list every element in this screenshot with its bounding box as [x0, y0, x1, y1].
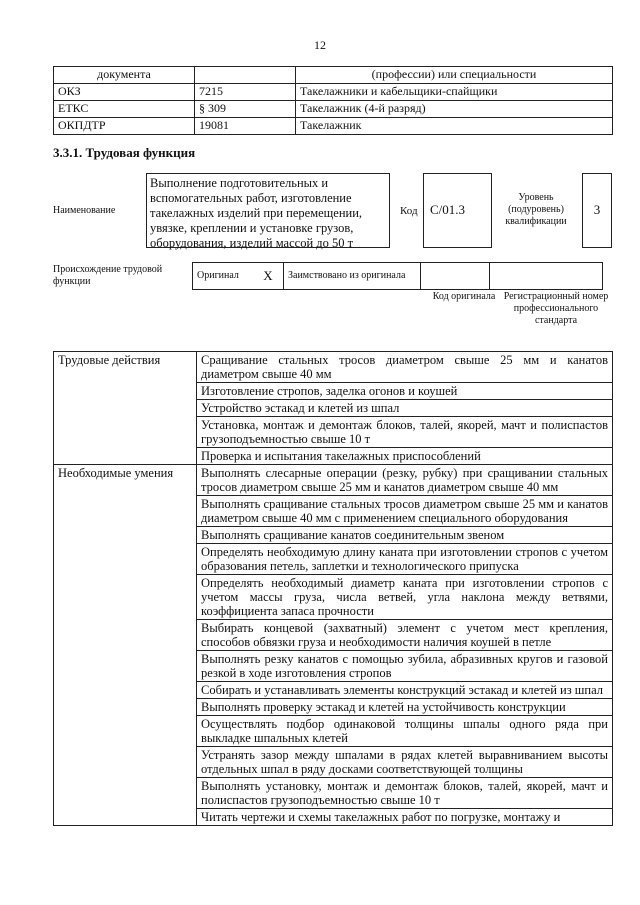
item-cell: Устранять зазор между шпалами в рядах клетей выравниванием высоты отдельных шпал в ряду досками соответствующей толщины	[197, 747, 613, 778]
item-cell: Выполнять слесарные операции (резку, рубку) при сращивании стальных тросов диаметром свыше 25 мм и канатов диаметром свыше 40 мм	[197, 465, 613, 496]
item-cell: Проверка и испытания такелажных приспособлений	[197, 448, 613, 465]
function-details-table	[53, 351, 613, 826]
classifier-name: ОКЗ	[54, 84, 195, 101]
table-row	[54, 67, 613, 84]
category-cell: Трудовые действия	[54, 352, 197, 465]
classifier-title: Такелажники и кабельщики-спайщики	[296, 84, 613, 101]
item-cell: Выбирать концевой (захватный) элемент с учетом мест крепления, способов обвязки груза и необходимости наличия коушей в петле	[197, 620, 613, 651]
classifier-name: ОКПДТР	[54, 118, 195, 135]
reg-number-cell	[490, 263, 603, 290]
classifier-title: Такелажник (4-й разряд)	[296, 101, 613, 118]
classifier-name: ЕТКС	[54, 101, 195, 118]
item-cell: Определять необходимую длину каната при изготовлении стропов с учетом образования петель, заплетки и технологического припуска	[197, 544, 613, 575]
function-name-value: Выполнение подготовительных и вспомогательных работ, изготовление такелажных изделий при перемещении, увязке, креплении и установке грузов, оборудования, изделий массой до 50 т	[146, 173, 390, 248]
reg-number-label: Регистрационный номер профессионального стандарта	[503, 291, 609, 326]
table-row	[54, 84, 613, 101]
name-label: Наименование	[53, 205, 116, 216]
table-row	[54, 118, 613, 135]
table-row	[54, 101, 613, 118]
item-cell: Изготовление стропов, заделка огонов и коушей	[197, 383, 613, 400]
item-cell: Читать чертежи и схемы такелажных работ по погрузке, монтажу и	[197, 809, 613, 826]
table-row	[193, 263, 603, 290]
item-cell: Устройство эстакад и клетей из шпал	[197, 400, 613, 417]
item-cell: Выполнять сращивание канатов соединительным звеном	[197, 527, 613, 544]
original-label: Оригинал	[193, 263, 254, 290]
classifier-title: Такелажник	[296, 118, 613, 135]
section-title: 3.3.1. Трудовая функция	[53, 145, 196, 160]
item-cell: Выполнять проверку эстакад и клетей на устойчивость конструкции	[197, 699, 613, 716]
page-number: 12	[314, 38, 326, 52]
qualification-level-value: 3	[582, 173, 612, 248]
item-cell: Осуществлять подбор одинаковой толщины шпалы одного ряда при выкладке шпальных клетей	[197, 716, 613, 747]
code-original-cell	[421, 263, 490, 290]
origin-label: Происхождение трудовой функции	[53, 264, 163, 287]
code-original-label: Код оригинала	[432, 291, 496, 302]
header-left: документа	[54, 67, 195, 84]
function-code-value: C/01.3	[423, 173, 492, 248]
item-cell: Собирать и устанавливать элементы конструкций эстакад и клетей из шпал	[197, 682, 613, 699]
table-row	[54, 465, 613, 496]
qualification-level-label: Уровень (подуровень) квалификации	[505, 192, 567, 227]
code-label: Код	[400, 205, 418, 217]
item-cell: Выполнять установку, монтаж и демонтаж блоков, талей, якорей, мачт и полиспастов грузоподъемностью свыше 10 т	[197, 778, 613, 809]
item-cell: Установка, монтаж и демонтаж блоков, талей, якорей, мачт и полиспастов грузоподъемностью свыше 10 т	[197, 417, 613, 448]
table-row	[54, 352, 613, 383]
original-mark: X	[253, 263, 284, 290]
category-cell: Необходимые умения	[54, 465, 197, 826]
item-cell: Выполнять сращивание стальных тросов диаметром свыше 25 мм и канатов диаметром свыше 40 мм с применением специального оборудования	[197, 496, 613, 527]
classifier-code: 7215	[195, 84, 296, 101]
origin-table	[192, 262, 603, 290]
classifier-code: 19081	[195, 118, 296, 135]
item-cell: Выполнять резку канатов с помощью зубила, абразивных кругов и газовой резкой в ходе изготовления стропов	[197, 651, 613, 682]
header-right: (профессии) или специальности	[296, 67, 613, 84]
borrowed-label: Заимствовано из оригинала	[284, 263, 421, 290]
item-cell: Сращивание стальных тросов диаметром свыше 25 мм и канатов диаметром свыше 40 мм	[197, 352, 613, 383]
item-cell: Определять необходимый диаметр каната при изготовлении стропов с учетом массы груза, числа ветвей, угла наклона между ветвями, коэффициента запаса прочности	[197, 575, 613, 620]
classifier-code: § 309	[195, 101, 296, 118]
classifier-table	[53, 66, 613, 135]
